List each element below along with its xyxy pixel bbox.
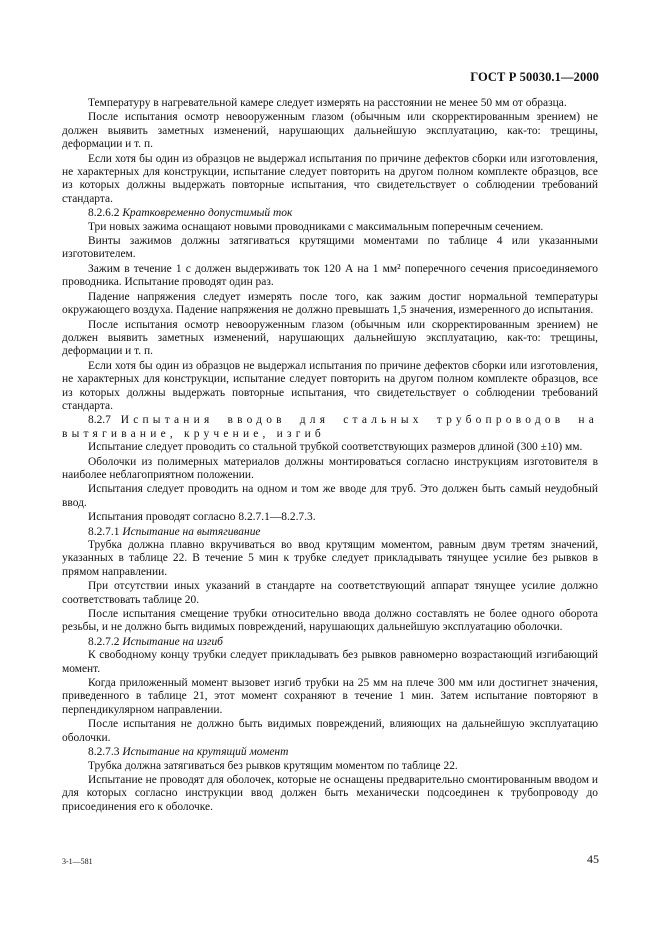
section-heading-8-2-7-2 [62, 636, 598, 649]
section-number: 8.2.7.3 [88, 746, 120, 759]
section-number: 8.2.7 [88, 414, 111, 427]
paragraph: Если хотя бы один из образцов не выдержал испытания по причине дефектов сборки или изготовления, не характерных для конструкции, испытание следует повторить на другом полном комплекте образцов, все из которых должны выдержать повторные испытания, что свидетельствует о соблюдении требований стандарта. [62, 152, 598, 205]
section-title: Испытания вводов для стальных трубопроводов на вытягивание, кручение, изгиб [62, 414, 599, 440]
paragraph: Винты зажимов должны затягиваться крутящими моментами по таблице 4 или указанными изготовителем. [62, 235, 598, 261]
section-title: Испытание на вытягивание [122, 525, 261, 538]
paragraph: К свободному концу трубки следует прикладывать без рывков равномерно возрастающий изгибающий момент. [62, 649, 598, 675]
section-heading-8-2-6-2 [62, 207, 598, 220]
section-number: 8.2.7.2 [88, 635, 120, 648]
paragraph: Падение напряжения следует измерять после того, как зажим достиг нормальной температуры окружающего воздуха. Падение напряжения не должно превышать 1,5 значения, измеренного до испытания. [62, 290, 598, 317]
section-heading-8-2-7-1 [62, 526, 598, 539]
section-heading-8-2-7-3 [62, 746, 598, 759]
section-title: Кратковременно допустимый ток [122, 207, 293, 220]
paragraph: После испытания осмотр невооруженным глазом (обычным или скорректированным зрением) не должен выявить заметных изменений, нарушающих дальнейшую эксплуатацию, как-то: трещины, деформации и т. п. [62, 318, 598, 358]
section-heading-8-2-7 [62, 414, 598, 441]
section-title: Испытание на изгиб [122, 635, 223, 648]
paragraph: Три новых зажима оснащают новыми проводниками с максимальным поперечным сечением. [88, 220, 544, 233]
paragraph: Испытания следует проводить на одном и том же вводе для труб. Это должен быть самый неудобный ввод. [62, 483, 598, 509]
paragraph: Трубка должна плавно вкручиваться во ввод крутящим моментом, равным двум третям значений, указанных в таблице 22. В течение 5 мин к трубке следует прикладывать тянущее усилие без рывков в прямом направлении. [62, 539, 598, 578]
page-number: 45 [587, 852, 599, 866]
paragraph: Испытание следует проводить со стальной трубкой соответствующих размеров длиной (300 ±10) мм. [88, 441, 583, 454]
paragraph: Испытания проводят согласно 8.2.7.1—8.2.7.3. [88, 511, 316, 524]
paragraph: Когда приложенный момент вызовет изгиб трубки на 25 мм на плече 300 мм или достигнет значения, приведенного в таблице 21, этот момент сохраняют в течение 1 мин. Затем испытание повторяют в перпендикулярном направлении. [62, 677, 598, 716]
print-code: 3-1—581 [62, 857, 93, 866]
section-title: Испытание на крутящий момент [122, 746, 289, 759]
document-body [62, 97, 598, 815]
paragraph: После испытания осмотр невооруженным глазом (обычным или скорректированным зрением) не должен выявить заметных изменений, нарушающих дальнейшую эксплуатацию, как-то: трещины, деформации и т. п. [62, 111, 598, 151]
paragraph: Температуру в нагревательной камере следует измерять на расстоянии не менее 50 мм от образца. [88, 97, 567, 109]
paragraph: Трубка должна затягиваться без рывков крутящим моментом по таблице 22. [88, 759, 458, 772]
paragraph: При отсутствии иных указаний в стандарте на соответствующий аппарат тянущее усилие должно соответствовать таблице 20. [62, 580, 598, 606]
document-id-header: ГОСТ Р 50030.1—2000 [470, 70, 599, 84]
paragraph: Испытание не проводят для оболочек, которые не оснащены предварительно смонтированным вводом и для которых согласно инструкции ввод должен быть механически подсоединен к трубопроводу до присоединения его к оболочке. [62, 773, 598, 813]
section-number: 8.2.7.1 [88, 525, 120, 538]
paragraph: После испытания не должно быть видимых повреждений, влияющих на дальнейшую эксплуатацию оболочки. [62, 718, 598, 744]
paragraph: Оболочки из полимерных материалов должны монтироваться согласно инструкциям изготовителя в наиболее неблагоприятном положении. [62, 455, 598, 481]
paragraph: Зажим в течение 1 с должен выдерживать ток 120 А на 1 мм² поперечного сечения присоединяемого проводника. Испытание проводят один раз. [62, 262, 598, 289]
paragraph: После испытания смещение трубки относительно ввода должно составлять не более одного оборота резьбы, и не должно быть видимых повреждений, нарушающих дальнейшую эксплуатацию оболочки. [62, 608, 598, 634]
paragraph: Если хотя бы один из образцов не выдержал испытания по причине дефектов сборки или изготовления, не характерных для конструкции, испытание следует повторить на другом полном комплекте образцов, все из которых должны выдержать повторные испытания, что свидетельствует о соблюдении требований стандарта. [62, 359, 598, 412]
section-number: 8.2.6.2 [88, 207, 120, 220]
